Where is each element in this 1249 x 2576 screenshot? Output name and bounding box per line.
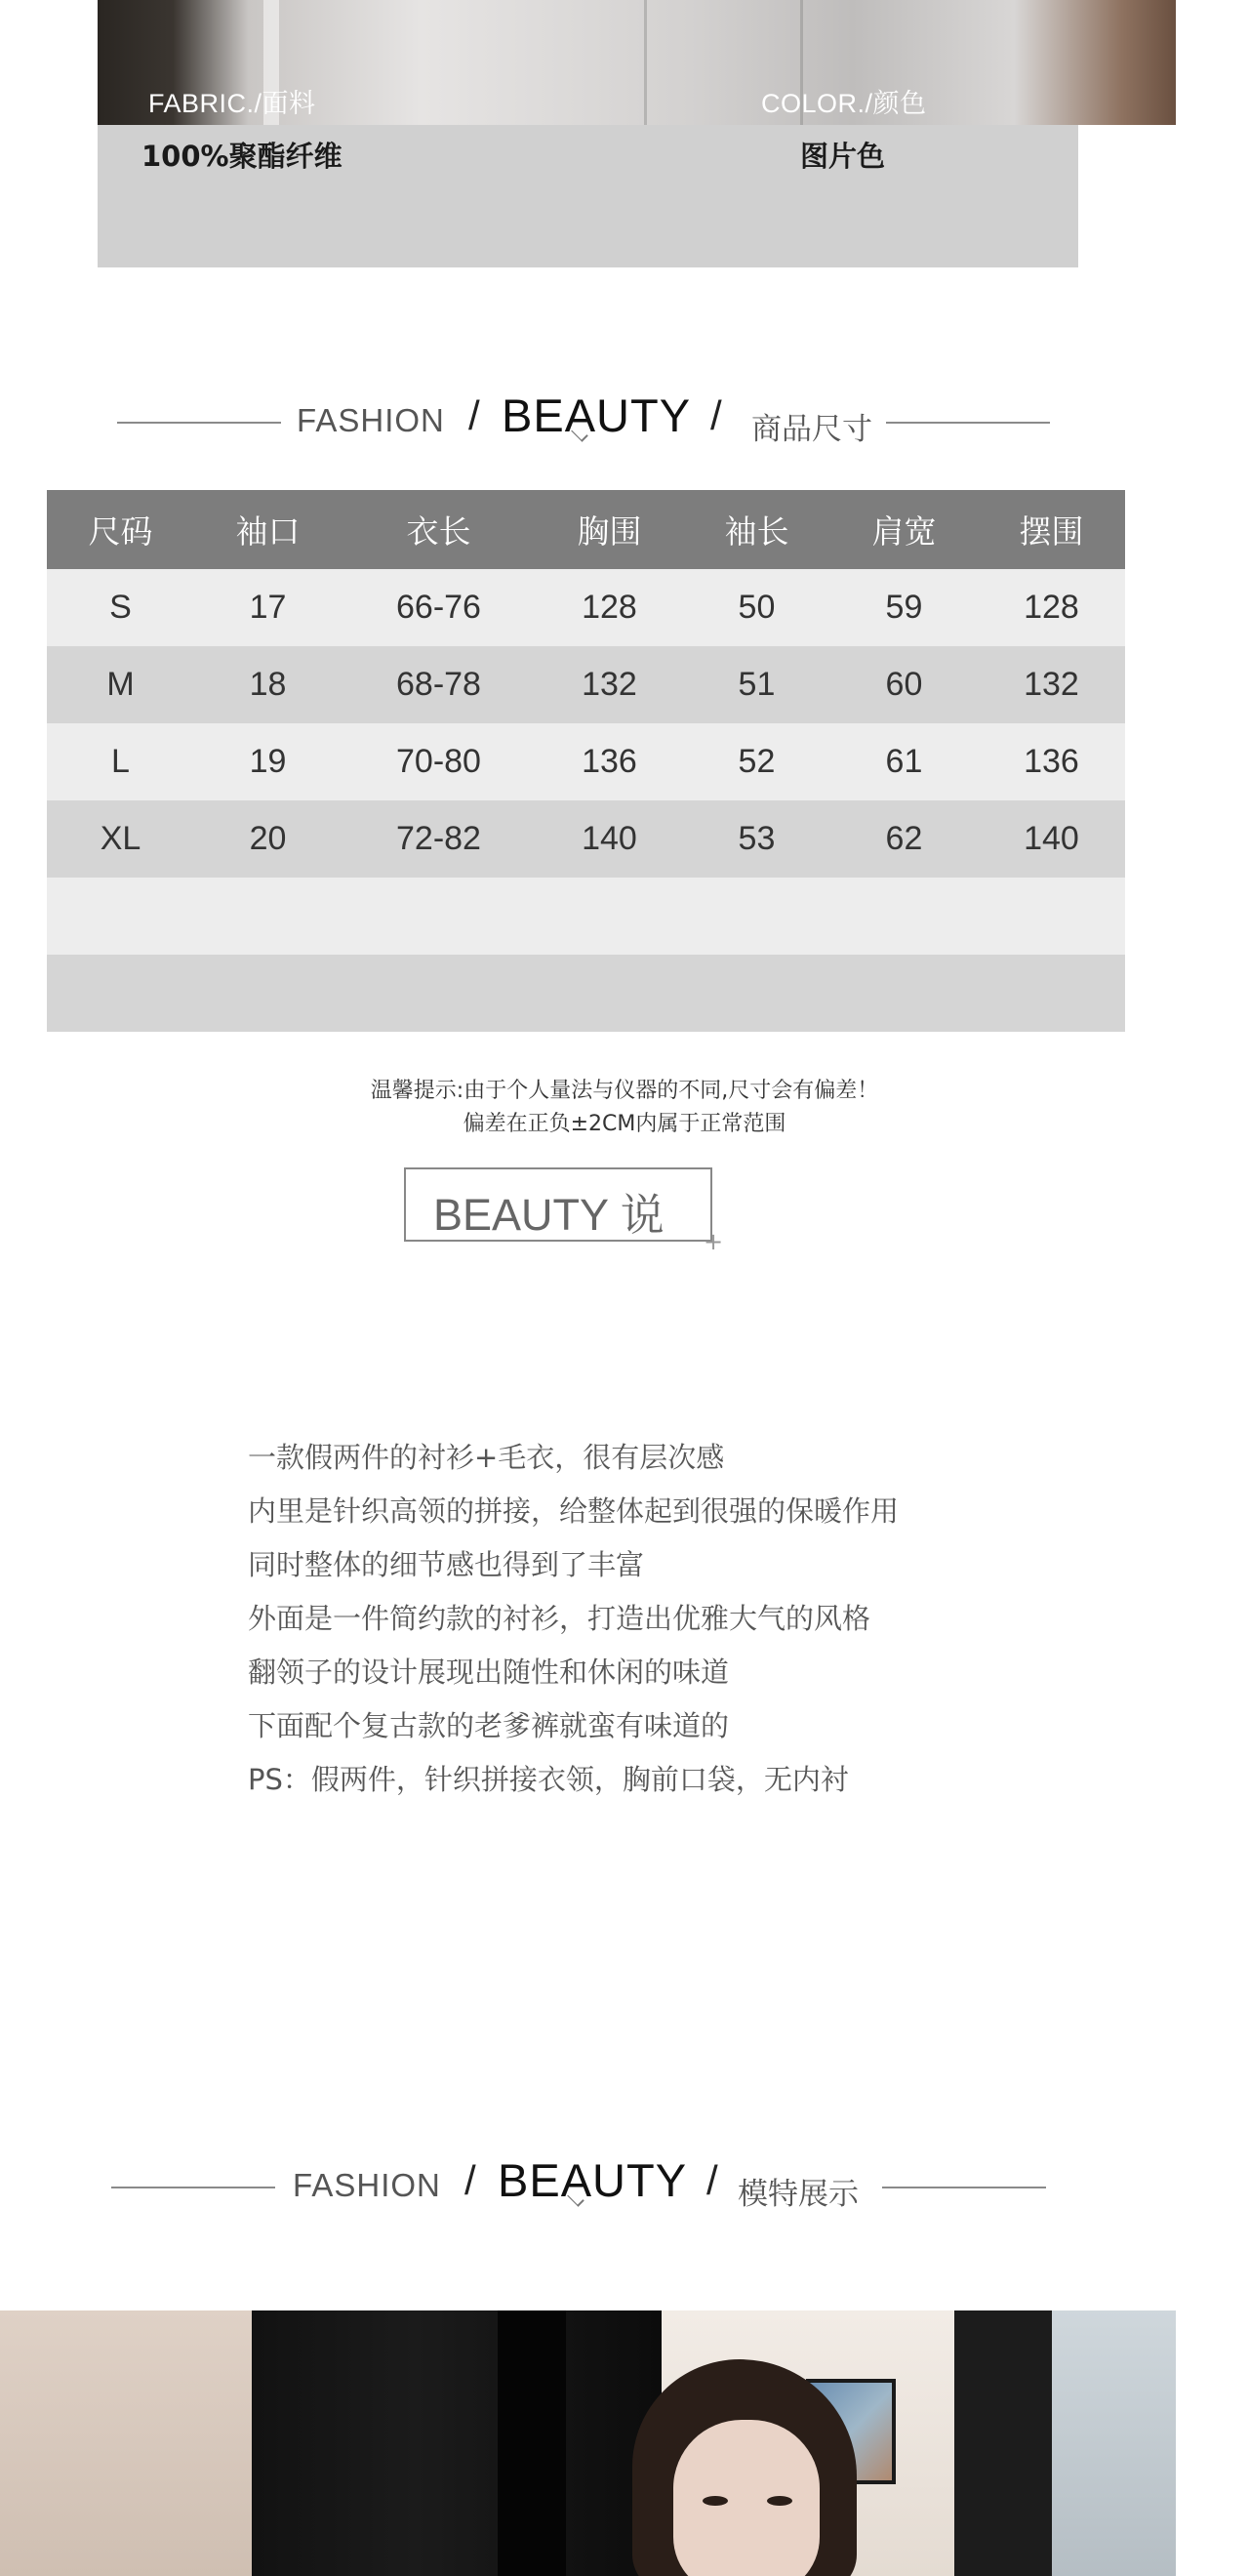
header-title: 模特展示 bbox=[738, 2177, 859, 2212]
header-beauty: BEAUTY bbox=[498, 2154, 688, 2206]
table-cell-empty bbox=[47, 878, 1125, 955]
photo-panel bbox=[498, 2310, 566, 2576]
table-cell: 50 bbox=[738, 589, 776, 626]
table-cell: 18 bbox=[249, 666, 287, 703]
size-section-header bbox=[0, 388, 1249, 457]
shirt-seam bbox=[644, 0, 647, 125]
column-header: 尺码 bbox=[88, 513, 153, 550]
table-cell: M bbox=[106, 666, 135, 703]
header-rule-left bbox=[111, 2187, 275, 2188]
fabric-label: FABRIC./面料 bbox=[148, 89, 316, 118]
size-tip-line-1: 温馨提示:由于个人量法与仪器的不同,尺寸会有偏差！ bbox=[370, 1079, 879, 1103]
table-cell: 128 bbox=[1024, 589, 1079, 626]
description-line: 内里是针织高领的拼接，给整体起到很强的保暖作用 bbox=[248, 1494, 900, 1528]
description-line: 外面是一件简约款的衬衫，打造出优雅大气的风格 bbox=[248, 1602, 871, 1635]
table-cell: 136 bbox=[582, 743, 637, 780]
product-photo-top bbox=[98, 0, 1176, 125]
table-cell: 132 bbox=[582, 666, 637, 703]
header-rule-right bbox=[882, 2187, 1046, 2188]
header-rule-right bbox=[886, 422, 1050, 424]
size-tip-line-2: 偏差在正负±2CM内属于正常范围 bbox=[463, 1112, 786, 1136]
description-line: 下面配个复古款的老爹裤就蛮有味道的 bbox=[248, 1709, 730, 1742]
table-cell: 132 bbox=[1024, 666, 1079, 703]
size-table-header bbox=[47, 490, 1125, 569]
table-cell: 51 bbox=[738, 666, 776, 703]
table-cell-empty bbox=[47, 955, 1125, 1032]
beauty-says-box bbox=[404, 1167, 712, 1242]
photo-background bbox=[1052, 2310, 1176, 2576]
column-header: 衣长 bbox=[406, 513, 471, 550]
table-row bbox=[47, 723, 1125, 800]
table-row-empty bbox=[47, 955, 1125, 1032]
header-title: 商品尺寸 bbox=[751, 412, 872, 447]
table-cell: 128 bbox=[582, 589, 637, 626]
table-cell: L bbox=[111, 743, 130, 780]
table-cell: 140 bbox=[1024, 820, 1079, 857]
column-header: 胸围 bbox=[577, 513, 642, 550]
plus-icon: + bbox=[704, 1228, 724, 1255]
table-cell: 140 bbox=[582, 820, 637, 857]
color-value: 图片色 bbox=[800, 140, 886, 173]
table-row-empty bbox=[47, 878, 1125, 955]
product-description bbox=[248, 1431, 1028, 1807]
table-cell: 136 bbox=[1024, 743, 1079, 780]
model-eye bbox=[703, 2496, 728, 2506]
table-cell: 61 bbox=[885, 743, 923, 780]
table-cell: 70-80 bbox=[396, 743, 481, 780]
table-cell: 20 bbox=[249, 820, 287, 857]
fabric-info-panel bbox=[98, 125, 1078, 267]
header-slash: / bbox=[464, 2157, 476, 2203]
header-slash: / bbox=[706, 2157, 718, 2203]
photo-door-frame bbox=[954, 2310, 1052, 2576]
header-beauty: BEAUTY bbox=[502, 389, 692, 441]
photo-wall bbox=[0, 2310, 252, 2576]
header-fashion: FASHION bbox=[297, 402, 445, 438]
description-line: 翻领子的设计展现出随性和休闲的味道 bbox=[248, 1656, 730, 1689]
description-line: PS：假两件，针织拼接衣领，胸前口袋，无内衬 bbox=[248, 1763, 849, 1796]
column-header: 袖长 bbox=[724, 513, 789, 550]
model-eye bbox=[767, 2496, 792, 2506]
column-header: 摆围 bbox=[1019, 513, 1084, 550]
table-cell: 60 bbox=[885, 666, 923, 703]
model-section-header bbox=[0, 2153, 1249, 2222]
fabric-value: 100%聚酯纤维 bbox=[141, 140, 342, 173]
description-line: 一款假两件的衬衫+毛衣，很有层次感 bbox=[248, 1441, 725, 1474]
model-face bbox=[673, 2420, 820, 2576]
header-rule-left bbox=[117, 422, 281, 424]
color-label: COLOR./颜色 bbox=[761, 89, 927, 118]
table-cell: 19 bbox=[249, 743, 287, 780]
table-cell: 53 bbox=[738, 820, 776, 857]
column-header: 肩宽 bbox=[871, 513, 937, 550]
description-line: 同时整体的细节感也得到了丰富 bbox=[248, 1548, 645, 1581]
size-table bbox=[47, 490, 1125, 1032]
table-cell: 62 bbox=[885, 820, 923, 857]
model-photo bbox=[0, 2310, 1176, 2576]
table-row bbox=[47, 646, 1125, 723]
table-cell: 66-76 bbox=[396, 589, 481, 626]
header-slash: / bbox=[710, 392, 722, 438]
header-slash: / bbox=[468, 392, 480, 438]
table-cell: 59 bbox=[885, 589, 923, 626]
photo-doorway bbox=[252, 2310, 662, 2576]
table-cell: 72-82 bbox=[396, 820, 481, 857]
beauty-says-label: BEAUTY 说 bbox=[433, 1190, 665, 1240]
table-row bbox=[47, 569, 1125, 646]
table-cell: 17 bbox=[249, 589, 287, 626]
header-fashion: FASHION bbox=[293, 2167, 441, 2203]
table-cell: XL bbox=[100, 820, 141, 857]
table-row bbox=[47, 800, 1125, 878]
table-cell: 68-78 bbox=[396, 666, 481, 703]
table-cell: 52 bbox=[738, 743, 776, 780]
column-header: 袖口 bbox=[235, 513, 301, 550]
table-cell: S bbox=[109, 589, 132, 626]
